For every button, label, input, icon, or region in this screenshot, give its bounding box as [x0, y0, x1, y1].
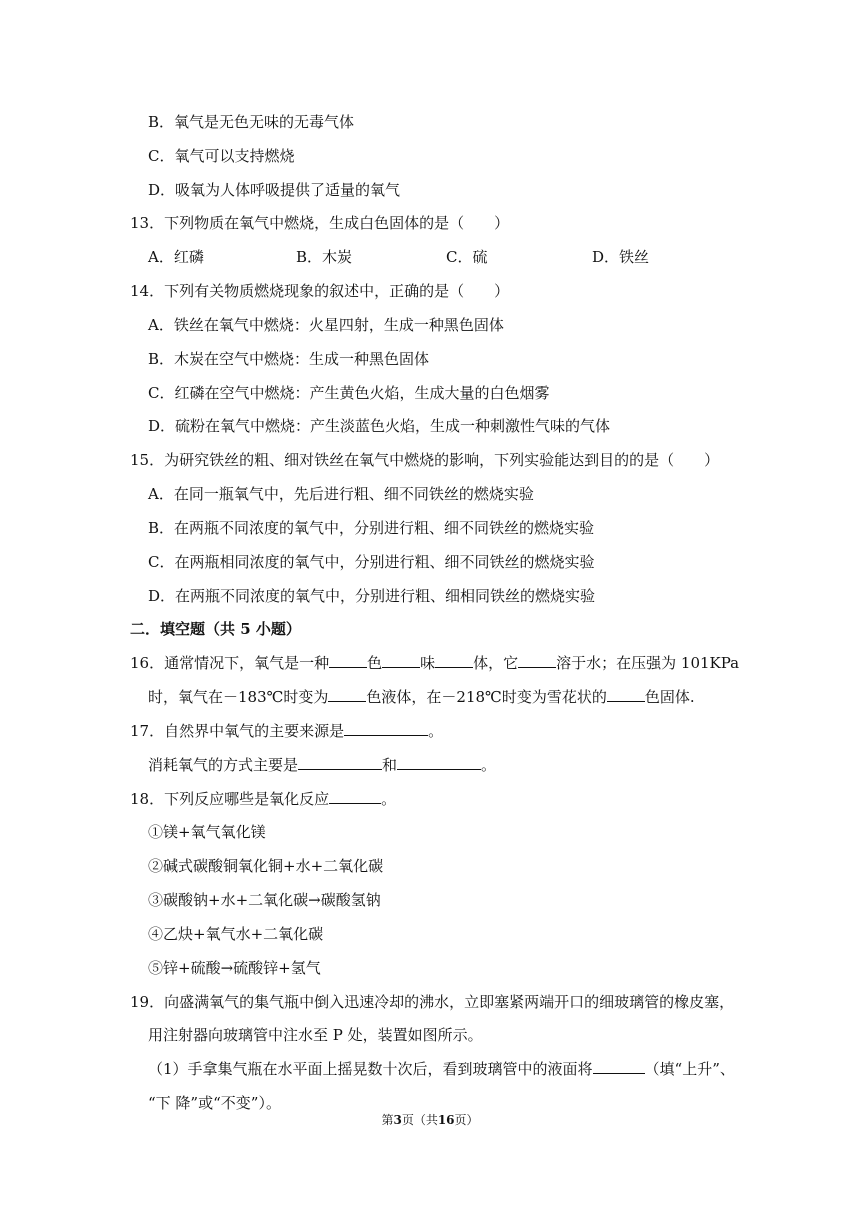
q13-option-d: D．铁丝 [592, 248, 650, 266]
q18-item: ②碱式碳酸铜氧化铜+水+二氧化碳 [148, 857, 384, 875]
q16-text-5: 溶于水；在压强为 101KPa [556, 654, 740, 672]
q18-stem [130, 789, 396, 809]
answer-blank[interactable] [518, 653, 556, 668]
answer-blank[interactable] [344, 721, 428, 736]
q15-stem: 15．为研究铁丝的粗、细对铁丝在氧气中燃烧的影响，下列实验能达到目的的是（ ） [130, 451, 720, 469]
q12-option-d: D．吸氧为人体呼吸提供了适量的氧气 [148, 181, 401, 199]
q16-line-2 [148, 687, 695, 707]
q19-text-2: （填“上升”、 [644, 1060, 735, 1078]
footer-suffix: 页） [454, 1113, 479, 1127]
q17-text-5: 。 [481, 756, 497, 774]
q16-text-8: 色固体. [644, 688, 695, 706]
q19-sub1-line-2: “下 降”或“不变”）。 [148, 1094, 281, 1112]
q17-text-4: 和 [382, 756, 398, 774]
page-total: 16 [437, 1113, 455, 1127]
q14-option-d: D．硫粉在氧气中燃烧：产生淡蓝色火焰，生成一种刺激性气味的气体 [148, 417, 611, 435]
page-footer [0, 1112, 860, 1128]
answer-blank[interactable] [593, 1059, 645, 1074]
q13-option-a: A．红磷 [148, 248, 204, 266]
q18-item: ③碳酸钠+水+二氧化碳→碳酸氢钠 [148, 891, 381, 909]
q12-option-c: C．氧气可以支持燃烧 [148, 147, 295, 165]
answer-blank[interactable] [328, 687, 366, 702]
q18-item: ⑤锌+硫酸→硫酸锌+氢气 [148, 959, 321, 977]
section-heading: 二．填空题（共 5 小题） [130, 620, 301, 638]
q19-line-2: 用注射器向玻璃管中注水至 P 处，装置如图所示。 [148, 1026, 483, 1044]
q15-option-a: A．在同一瓶氧气中，先后进行粗、细不同铁丝的燃烧实验 [148, 485, 534, 503]
answer-blank[interactable] [329, 653, 367, 668]
q14-stem: 14．下列有关物质燃烧现象的叙述中，正确的是（ ） [130, 282, 510, 300]
q17-line-2 [148, 755, 496, 775]
q18-item: ①镁+氧气氧化镁 [148, 823, 266, 841]
q14-option-c: C．红磷在空气中燃烧：产生黄色火焰，生成大量的白色烟雾 [148, 384, 550, 402]
q16-text-1: 16．通常情况下，氧气是一种 [130, 654, 330, 672]
q16-text-6: 时，氧气在－183℃时变为 [148, 688, 329, 706]
q18-item: ④乙炔+氧气水+二氧化碳 [148, 925, 324, 943]
q16-text-7: 色液体，在－218℃时变为雪花状的 [366, 688, 607, 706]
q19-line-1: 19．向盛满氧气的集气瓶中倒入迅速冷却的沸水，立即塞紧两端开口的细玻璃管的橡皮塞， [130, 993, 735, 1011]
q19-text-1: （1）手拿集气瓶在水平面上摇晃数十次后，看到玻璃管中的液面将 [148, 1060, 593, 1078]
footer-middle: 页（共 [401, 1113, 438, 1127]
q19-sub1-line-1 [148, 1059, 735, 1079]
q13-option-c: C．硫 [446, 248, 488, 266]
q15-option-b: B．在两瓶不同浓度的氧气中，分别进行粗、细不同铁丝的燃烧实验 [148, 519, 595, 537]
page-number: 3 [393, 1113, 402, 1127]
q15-option-c: C．在两瓶相同浓度的氧气中，分别进行粗、细不同铁丝的燃烧实验 [148, 553, 595, 571]
q13-stem: 13．下列物质在氧气中燃烧，生成白色固体的是（ ） [130, 214, 510, 232]
q16-text-4: 体，它 [473, 654, 519, 672]
q14-option-a: A．铁丝在氧气中燃烧：火星四射，生成一种黑色固体 [148, 316, 504, 334]
answer-blank[interactable] [397, 755, 481, 770]
q16-text-2: 色 [367, 654, 383, 672]
q17-text-2: 。 [428, 722, 444, 740]
q16-line-1 [130, 653, 739, 673]
q16-text-3: 味 [420, 654, 436, 672]
q13-option-b: B．木炭 [296, 248, 353, 266]
answer-blank[interactable] [607, 687, 645, 702]
q15-option-d: D．在两瓶不同浓度的氧气中，分别进行粗、细相同铁丝的燃烧实验 [148, 587, 596, 605]
q17-text-3: 消耗氧气的方式主要是 [148, 756, 299, 774]
q18-text-1: 18．下列反应哪些是氧化反应 [130, 790, 330, 808]
q18-text-2: 。 [381, 790, 397, 808]
q12-option-b: B．氧气是无色无味的无毒气体 [148, 113, 355, 131]
q14-option-b: B．木炭在空气中燃烧：生成一种黑色固体 [148, 350, 430, 368]
answer-blank[interactable] [382, 653, 420, 668]
q17-line-1 [130, 721, 443, 741]
answer-blank[interactable] [298, 755, 382, 770]
answer-blank[interactable] [435, 653, 473, 668]
footer-prefix: 第 [381, 1113, 394, 1127]
q17-text-1: 17．自然界中氧气的主要来源是 [130, 722, 345, 740]
answer-blank[interactable] [329, 789, 381, 804]
